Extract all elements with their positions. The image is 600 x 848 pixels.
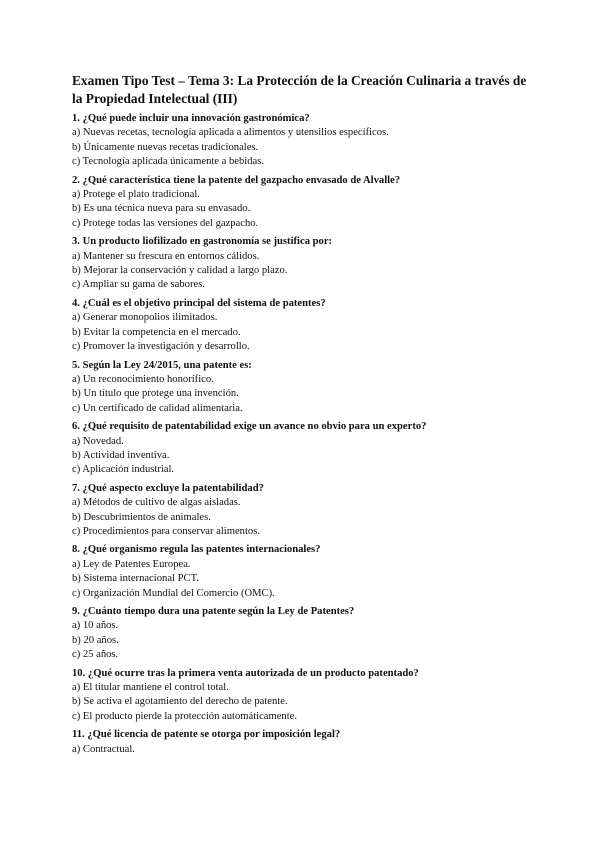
question-text bbox=[72, 235, 532, 249]
option-list bbox=[72, 496, 532, 539]
option-list bbox=[72, 558, 532, 601]
question-prompt: ¿Cuánto tiempo dura una patente según la Ley de Patentes? bbox=[82, 606, 355, 617]
question-7 bbox=[72, 482, 532, 540]
answer-option: a) 10 años. bbox=[72, 620, 119, 632]
option-list bbox=[72, 743, 532, 757]
answer-option: b) Descubrimientos de animales. bbox=[72, 511, 211, 523]
document-title: Examen Tipo Test – Tema 3: La Protección de la Creación Culinaria a través de la Propiedad Intelectual (III) bbox=[72, 73, 527, 106]
question-number: 4. bbox=[72, 297, 80, 309]
answer-option: c) Un certificado de calidad alimentaria. bbox=[72, 402, 243, 414]
question-5 bbox=[72, 359, 532, 417]
question-text bbox=[72, 297, 532, 311]
question-9 bbox=[72, 605, 532, 663]
question-text bbox=[72, 667, 532, 681]
answer-option: c) Tecnología aplicada únicamente a bebidas. bbox=[72, 156, 265, 168]
option-list bbox=[72, 619, 532, 662]
question-prompt: ¿Qué requisito de patentabilidad exige un avance no obvio para un experto? bbox=[82, 421, 427, 433]
answer-option: c) Organización Mundial del Comercio (OMC). bbox=[72, 587, 275, 599]
question-number: 6. bbox=[72, 421, 80, 433]
question-text bbox=[72, 482, 532, 496]
question-text bbox=[72, 605, 532, 619]
answer-option: a) Novedad. bbox=[72, 435, 124, 447]
question-number: 10. bbox=[72, 667, 86, 679]
question-8 bbox=[72, 543, 532, 601]
answer-option: a) Métodos de cultivo de algas aisladas. bbox=[72, 497, 241, 509]
answer-option: c) Procedimientos para conservar alimentos. bbox=[72, 525, 260, 537]
question-2 bbox=[72, 174, 532, 232]
answer-option: b) 20 años. bbox=[72, 634, 119, 646]
option-list bbox=[72, 250, 532, 293]
question-prompt: ¿Qué puede incluir una innovación gastronómica? bbox=[82, 113, 310, 124]
question-list bbox=[72, 112, 532, 757]
answer-option: c) Ampliar su gama de sabores. bbox=[72, 279, 205, 291]
question-number: 11. bbox=[72, 729, 85, 741]
answer-option: c) Promover la investigación y desarrollo. bbox=[72, 341, 250, 353]
answer-option: b) Un título que protege una invención. bbox=[72, 388, 239, 400]
question-prompt: ¿Qué organismo regula las patentes internacionales? bbox=[82, 544, 321, 556]
question-10 bbox=[72, 667, 532, 725]
answer-option: a) El titular mantiene el control total. bbox=[72, 682, 229, 694]
question-number: 9. bbox=[72, 606, 80, 617]
question-prompt: ¿Cuál es el objetivo principal del sistema de patentes? bbox=[82, 297, 326, 309]
option-list bbox=[72, 188, 532, 231]
question-prompt: Según la Ley 24/2015, una patente es: bbox=[82, 359, 252, 371]
answer-option: c) El producto pierde la protección automáticamente. bbox=[72, 710, 298, 722]
answer-option: b) Únicamente nuevas recetas tradicionales. bbox=[72, 141, 259, 153]
answer-option: a) Protege el plato tradicional. bbox=[72, 189, 200, 201]
answer-option: a) Generar monopolios ilimitados. bbox=[72, 312, 218, 324]
question-number: 5. bbox=[72, 359, 80, 371]
question-text bbox=[72, 359, 532, 373]
question-prompt: Un producto liofilizado en gastronomía se justifica por: bbox=[82, 236, 333, 248]
question-6 bbox=[72, 420, 532, 478]
question-number: 1. bbox=[72, 113, 80, 124]
document-content bbox=[72, 72, 532, 761]
option-list bbox=[72, 311, 532, 354]
option-list bbox=[72, 681, 532, 724]
answer-option: c) 25 años. bbox=[72, 649, 119, 661]
answer-option: b) Mejorar la conservación y calidad a largo plazo. bbox=[72, 265, 288, 277]
question-text bbox=[72, 112, 532, 126]
answer-option: b) Evitar la competencia en el mercado. bbox=[72, 326, 241, 338]
question-number: 3. bbox=[72, 236, 80, 248]
question-number: 7. bbox=[72, 482, 80, 494]
question-text bbox=[72, 728, 532, 742]
option-list bbox=[72, 373, 532, 416]
question-3 bbox=[72, 235, 532, 293]
answer-option: b) Sistema internacional PCT. bbox=[72, 573, 199, 585]
question-text bbox=[72, 543, 532, 557]
answer-option: a) Mantener su frescura en entornos cálidos. bbox=[72, 250, 260, 262]
question-11 bbox=[72, 728, 532, 757]
answer-option: c) Aplicación industrial. bbox=[72, 464, 175, 476]
answer-option: b) Se activa el agotamiento del derecho de patente. bbox=[72, 696, 288, 708]
answer-option: a) Contractual. bbox=[72, 743, 135, 755]
question-prompt: ¿Qué licencia de patente se otorga por imposición legal? bbox=[87, 729, 341, 741]
question-prompt: ¿Qué ocurre tras la primera venta autorizada de un producto patentado? bbox=[87, 667, 419, 679]
answer-option: b) Es una técnica nueva para su envasado. bbox=[72, 203, 251, 215]
answer-option: a) Nuevas recetas, tecnología aplicada a alimentos y utensilios específicos. bbox=[72, 127, 389, 139]
question-prompt: ¿Qué aspecto excluye la patentabilidad? bbox=[82, 482, 264, 494]
answer-option: b) Actividad inventiva. bbox=[72, 449, 170, 461]
question-text bbox=[72, 174, 532, 188]
answer-option: c) Protege todas las versiones del gazpacho. bbox=[72, 217, 259, 229]
question-text bbox=[72, 420, 532, 434]
question-number: 8. bbox=[72, 544, 80, 556]
question-4 bbox=[72, 297, 532, 355]
question-1 bbox=[72, 112, 532, 170]
question-prompt: ¿Qué característica tiene la patente del gazpacho envasado de Alvalle? bbox=[82, 174, 401, 186]
option-list bbox=[72, 126, 532, 169]
answer-option: a) Un reconocimiento honorífico. bbox=[72, 373, 214, 385]
question-number: 2. bbox=[72, 174, 80, 186]
option-list bbox=[72, 435, 532, 478]
answer-option: a) Ley de Patentes Europea. bbox=[72, 558, 191, 570]
